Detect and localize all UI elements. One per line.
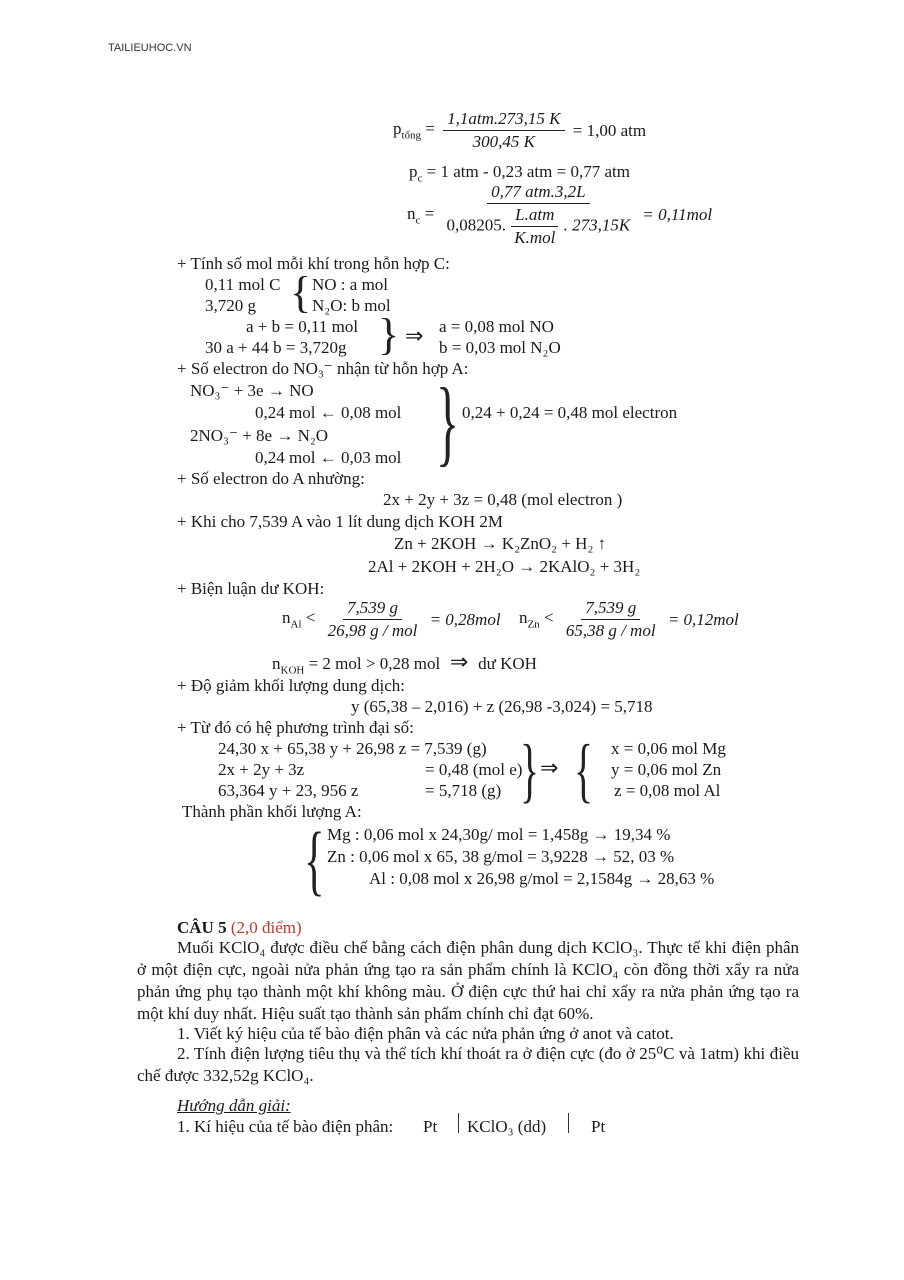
koh-reaction-2: 2Al + 2KOH + 2H₂O → 2KAlO₂ + 3H₂ <box>368 557 641 576</box>
system-eq-2a: 2x + 2y + 3z <box>218 760 305 779</box>
nc-equation: $n_c$ = 0,77 atm.3,2L 0,08205. $\frac{\text{L.atm}}{\text{K.mol}}$ . 273,15K = 0,11mol <box>407 182 713 247</box>
e-recv-r4: 0,24 mol ← 0,03 mol <box>255 448 402 467</box>
n-zn-den: 65,38 g / mol <box>565 621 656 640</box>
c-eq-2: 30 a + 44 b = 3,720g <box>205 338 347 357</box>
question-5-title: CÂU 5 <box>177 918 227 937</box>
composition-zn: Zn : 0,06 mol x 65, 38 g/mol = 3,9228 → 52, 03 % <box>327 847 675 866</box>
question-5-points: (2,0 điểm) <box>230 918 302 937</box>
section-system-title: + Từ đó có hệ phương trình đại số: <box>177 718 414 737</box>
brace-right-1: } <box>378 310 400 359</box>
c-right-1: NO : a mol <box>312 275 389 294</box>
pc-equation: $p_c = 1$ atm - 0,23 atm = 0,77 atm <box>409 162 630 185</box>
p-total-equation: $p_{tổng}$ = $\frac{\text{1,1atm.273,15 K}}{300,45 K}$ = 1,00 atm <box>393 109 647 151</box>
koh-conclusion: dư KOH <box>478 654 537 673</box>
question-5-paragraph: Muối KClO₄ được điều chế bằng cách điện phân dung dịch KClO₃. Thực tế khi điện phân ở một điện cực, ngoài nửa phản ứng tạo ra sản phẩm chính là KClO₄ còn đồng thời xẩy ra nửa phản ứng phụ tạo thành một khí không màu. Ở điện cực thứ hai chỉ xẩy ra nửa phản ứng tạo ra một khí duy nhất. Hiệu suất tạo thành sản phẩm chính chỉ đạt 60%. <box>137 938 799 1023</box>
brace-left-4: { <box>304 816 325 903</box>
nc-fraction <box>442 183 634 247</box>
c-res-1: a = 0,08 mol NO <box>439 317 554 336</box>
c-res-2: b = 0,03 mol N₂O <box>439 338 561 357</box>
section-mass-title: + Độ giảm khối lượng dung dịch: <box>177 676 405 695</box>
cell-divider-1 <box>458 1113 459 1133</box>
section-koh-title: + Khi cho 7,539 A vào 1 lít dung dịch KOH 2M <box>177 512 503 531</box>
answer-1-pt-left: Pt <box>423 1117 438 1136</box>
solution-guide-heading: Hướng dẫn giải: <box>177 1096 291 1115</box>
answer-1-electrolyte: KClO₃ (dd) <box>467 1117 547 1136</box>
system-eq-1: 24,30 x + 65,38 y + 26,98 z = 7,539 (g) <box>218 739 487 758</box>
system-eq-2b: = 0,48 (mol e) <box>425 760 523 779</box>
n-zn-result: = 0,12mol <box>667 609 739 629</box>
composition-mg: Mg : 0,06 mol x 24,30g/ mol = 1,458g → 19,34 % <box>327 825 671 844</box>
implies-arrow-2: ⇒ <box>444 649 474 674</box>
n-al-fraction <box>324 599 422 640</box>
p-label: p <box>393 119 402 139</box>
n-zn-label: n <box>519 608 528 628</box>
pc-value: = 1 atm - 0,23 atm = 0,77 atm <box>426 162 630 181</box>
system-sol-1: x = 0,06 mol Mg <box>611 739 726 758</box>
nc-denominator <box>442 204 634 247</box>
nc-den-pre: 0,08205. <box>446 215 506 235</box>
e-recv-total: 0,24 + 0,24 = 0,48 mol electron <box>462 403 678 422</box>
n-zn-equation: $n_{Zn}$ < $\frac{7,539 g}{\text{65,38 g / mol}}$ = 0,12mol <box>519 598 739 640</box>
n-al-label: n <box>282 608 291 628</box>
system-sol-2: y = 0,06 mol Zn <box>611 760 722 779</box>
e-recv-r2: 0,24 mol ← 0,08 mol <box>255 403 402 422</box>
nc-numerator: 0,77 atm.3,2L <box>487 183 589 204</box>
cell-divider-2 <box>568 1113 569 1133</box>
site-header: TAILIEUHOC.VN <box>108 42 192 54</box>
nc-result: = 0,11mol <box>642 205 713 224</box>
n-al-sub: Al <box>290 618 302 631</box>
question-5-part-1: 1. Viết ký hiệu của tế bào điện phân và các nửa phản ứng ở anot và catot. <box>177 1024 674 1043</box>
composition-al: Al : 0,08 mol x 26,98 g/mol = 2,1584g → 28,63 % <box>369 869 715 888</box>
question-5-heading <box>177 918 302 938</box>
section-excess-title: + Biện luận dư KOH: <box>177 579 325 598</box>
brace-left-3: { <box>574 730 594 810</box>
n-zn-sub: Zn <box>527 618 540 631</box>
e-give-eq: 2x + 2y + 3z = 0,48 (mol electron ) <box>383 490 623 509</box>
e-recv-r3: 2NO₃⁻ + 8e → N₂O <box>190 426 329 445</box>
c-left-2: 3,720 g <box>205 296 256 315</box>
system-sol-3: z = 0,08 mol Al <box>614 781 721 800</box>
n-zn-fraction <box>562 599 660 640</box>
c-eq-1: a + b = 0,11 mol <box>246 317 359 336</box>
nc-den-frac-den: K.mol <box>514 228 556 247</box>
section-e-recv-title: + Số electron do NO₃⁻ nhận từ hỗn hợp A: <box>177 359 469 378</box>
p-total-denominator: 300,45 K <box>472 132 535 151</box>
brace-left-1: { <box>290 268 312 317</box>
p-total-numerator: 1,1atm.273,15 K <box>443 110 564 131</box>
nc-den-post: . 273,15K <box>563 215 631 235</box>
brace-right-3: } <box>520 730 540 810</box>
implies-arrow-3: ⇒ <box>540 755 559 780</box>
n-al-den: 26,98 g / mol <box>327 621 418 640</box>
answer-1-pt-right: Pt <box>591 1117 606 1136</box>
nc-label: n <box>407 203 416 223</box>
question-5-part-2: 2. Tính điện lượng tiêu thụ và thể tích khí thoát ra ở điện cực (đo ở 25⁰C và 1atm) khi điều chế được 332,52g KClO₄. <box>137 1044 799 1085</box>
n-al-result: = 0,28mol <box>429 609 501 629</box>
n-al-equation: $n_{Al}$ < $\frac{7,539 g}{\text{26,98 g / mol}}$ = 0,28mol <box>282 598 501 640</box>
n-koh-sub: KOH <box>280 664 305 677</box>
p-total-result: = 1,00 atm <box>572 120 647 140</box>
koh-reaction-1: Zn + 2KOH → K₂ZnO₂ + H₂ ↑ <box>394 534 607 553</box>
brace-right-2: } <box>436 368 460 475</box>
system-eq-3b: = 5,718 (g) <box>425 781 502 800</box>
composition-title: Thành phần khối lượng A: <box>182 802 362 821</box>
n-al-num: 7,539 g <box>343 599 402 620</box>
p-total-fraction <box>443 110 564 151</box>
implies-arrow-1: ⇒ <box>405 323 424 348</box>
c-right-2: N₂O: b mol <box>312 296 391 315</box>
answer-1-label: 1. Kí hiệu của tế bào điện phân: <box>177 1117 394 1136</box>
section-e-give-title: + Số electron do A nhường: <box>177 469 365 488</box>
nc-sub: c <box>415 214 421 227</box>
section-c-title: + Tính số mol mỗi khí trong hỗn hợp C: <box>177 254 450 273</box>
p-sub: tổng <box>401 129 422 142</box>
mass-equation: y (65,38 – 2,016) + z (26,98 -3,024) = 5,718 <box>351 697 653 716</box>
nc-den-fraction <box>510 206 559 247</box>
n-zn-num: 7,539 g <box>581 599 640 620</box>
nc-den-frac-num: L.atm <box>511 206 558 227</box>
c-left-1: 0,11 mol C <box>205 275 281 294</box>
system-eq-3a: 63,364 y + 23, 956 z <box>218 781 359 800</box>
e-recv-r1: NO₃⁻ + 3e → NO <box>190 381 314 400</box>
n-koh-value: = 2 mol > 0,28 mol <box>308 654 441 673</box>
n-koh-label: n <box>272 654 281 673</box>
